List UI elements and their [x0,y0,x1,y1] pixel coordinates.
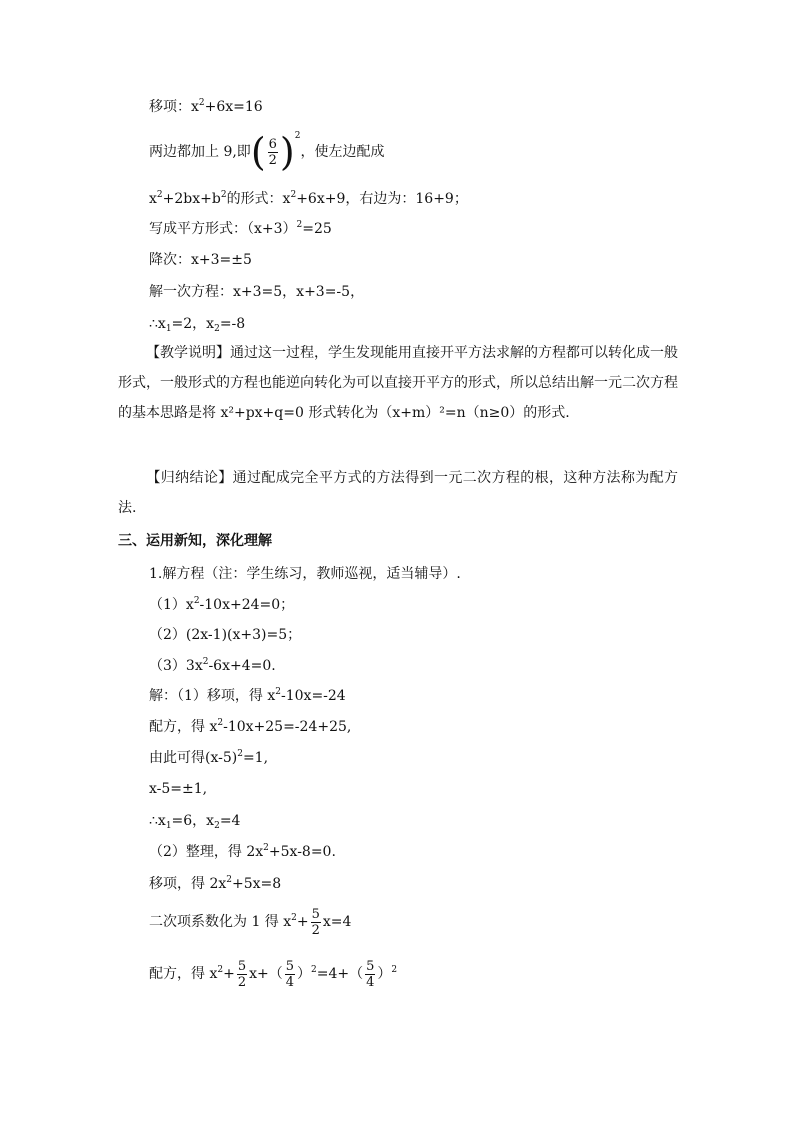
fraction-6-over-2 [268,137,278,168]
linear-equation-line: 解一次方程：x+3=5，x+3=-5， [149,284,365,300]
text: =1, [242,750,269,766]
numerator: 6 [268,136,277,152]
denominator: 2 [311,922,320,938]
text: +2bx+b [162,191,221,207]
text: +5x=8 [232,876,282,892]
solution-step-4: x-5=±1, [149,781,208,797]
problem-2: （2）(2x-1)(x+3)=5； [149,627,302,643]
text: 解：（1）移项，得 x [149,688,276,704]
text: ∴x [149,316,166,332]
numerator: 5 [285,958,295,974]
text: 配方，得 x [149,966,218,982]
text: （3）3x [149,658,203,674]
problem-3 [149,656,276,676]
solution-step-7 [149,874,281,894]
exponent: 2 [193,596,200,606]
text: x=4 [322,914,352,930]
reduce-line: 降次：x+3=±5 [149,252,252,268]
exponent: 2 [391,965,398,975]
text: =4+（ [316,966,364,982]
denominator: 4 [366,974,375,990]
exponent: 2 [290,190,297,200]
text: ，使左边配成 [300,144,385,160]
text: + [223,966,235,982]
exponent: 2 [263,843,269,853]
denominator: 2 [237,974,247,990]
subscript: 1 [165,324,172,334]
numerator: 5 [237,958,247,974]
subscript: 1 [165,821,172,831]
text: ） [377,966,392,982]
text: +6x=16 [204,99,263,115]
text: 配方，得 x [149,719,218,735]
exponent: 2 [296,220,303,230]
fraction-5-over-2 [237,959,247,990]
problem-1 [149,595,294,615]
solution-step-8 [149,904,351,940]
section-heading: 三、运用新知，深化理解 [118,533,272,549]
exponent: 2 [226,875,232,885]
text: + [296,914,309,930]
teaching-note-paragraph [118,338,678,428]
text: =2，x [171,316,215,332]
subscript: 2 [214,324,220,334]
text: 移项，得 2x [149,876,227,892]
text: （1）x [149,597,194,613]
text: =-8 [219,316,246,332]
text: 由此可得(x-5) [149,750,238,766]
exponent: 2 [291,913,297,923]
text: ） [297,966,312,982]
fraction-5-over-4 [285,959,295,990]
exponent: 2 [220,190,227,200]
text: 【归纳结论】通过配成完全平方式的方法得到一元二次方程的根，这种方法称为配方法. [118,470,678,516]
text: =4 [219,813,241,829]
solution-step-2 [149,717,351,737]
exponent: 2 [217,718,224,728]
exponent: 2 [202,657,209,667]
text: x [149,191,157,207]
numerator: 5 [366,958,375,974]
text: （2）整理，得 2x [149,844,264,860]
exponent: 2 [237,749,243,759]
denominator: 4 [285,974,295,990]
text: -10x=-24 [281,688,346,704]
solution-step-9 [149,956,397,992]
text: -6x+4=0. [208,658,276,674]
move-terms-line [149,97,263,117]
exponent: 2 [198,98,205,108]
text: =25 [302,221,332,237]
text: 写成平方形式：（x+3） [149,221,297,237]
solution-step-5 [149,811,240,831]
text: +5x-8=0. [268,844,336,860]
text: 【教学说明】通过这一过程，学生发现能用直接开平方法求解的方程都可以转化成一般形式，一般形式的方程也能逆向转化为可以直接开平方的形式，所以总结出解一元二次方程的基本思路是将 x²+px+q=0 形式转化为（x+m）²=n（n≥0）的形式. [118,345,678,421]
exponent: 2 [311,965,317,975]
text: 移项：x [149,99,199,115]
text: =6，x [171,813,215,829]
left-paren: ( [250,130,266,174]
solution-step-3 [149,748,268,768]
denominator: 2 [268,152,277,168]
text: 的形式：x [226,191,291,207]
exponent: 2 [294,131,301,141]
fraction-5-over-2 [311,907,321,938]
text: ∴x [149,813,166,829]
numerator: 5 [311,906,320,922]
subscript: 2 [214,821,220,831]
text: x+（ [249,966,283,982]
right-paren: ) [279,130,295,174]
text: 二次项系数化为 1 得 x [149,914,292,930]
add-both-sides-line [149,130,384,174]
text: -10x+25=-24+25, [223,719,352,735]
solution-step-1 [149,686,346,706]
square-form-line [149,219,332,239]
solution-step-6 [149,842,336,862]
fraction-5-over-4 [365,959,375,990]
exercise-intro: 1.解方程（注：学生练习，教师巡视，适当辅导）. [149,566,461,582]
conclusion-paragraph [118,463,678,523]
roots-line [149,314,245,334]
exponent: 2 [217,965,224,975]
text: -10x+24=0； [199,597,295,613]
exponent: 2 [156,190,163,200]
text: +6x+9，右边为：16+9； [296,191,468,207]
text: 两边都加上 9,即 [149,144,251,160]
form-line [149,189,468,209]
exponent: 2 [275,687,281,697]
